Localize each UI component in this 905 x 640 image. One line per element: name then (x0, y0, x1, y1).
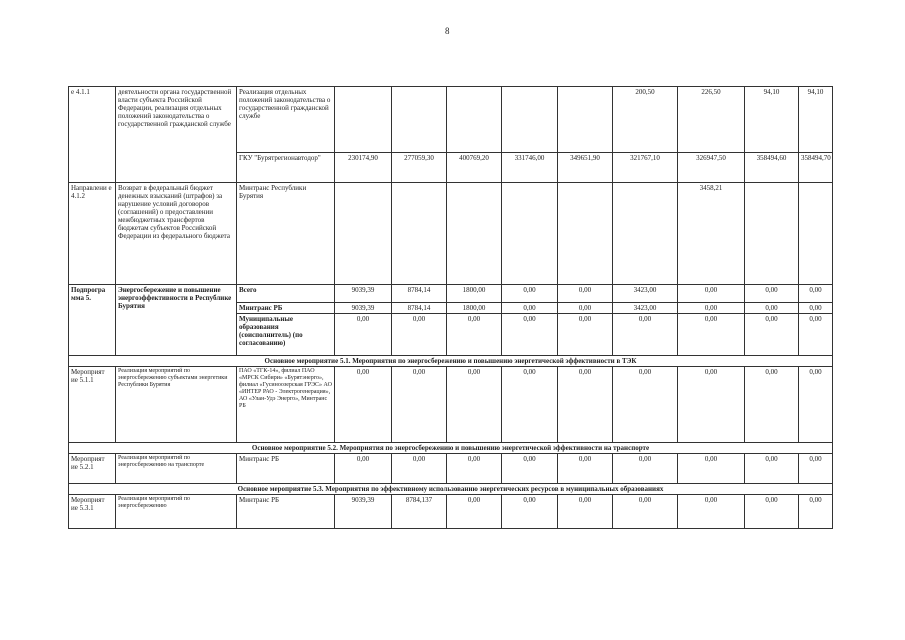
value-cell: 0,00 (745, 367, 799, 443)
value-cell (502, 183, 558, 285)
value-cell: 0,00 (613, 495, 678, 529)
table-row (69, 356, 833, 367)
value-cell: 3423,00 (613, 303, 678, 314)
value-cell: 0,00 (745, 454, 799, 484)
value-cell: 0,00 (335, 367, 392, 443)
section-heading: Основное мероприятие 5.2. Мероприятия по энергосбережению и повышению энергетической эффективности на транспорте (69, 443, 833, 454)
value-cell: 0,00 (678, 314, 745, 356)
value-cell: 0,00 (799, 495, 833, 529)
value-cell: 0,00 (447, 454, 502, 484)
value-cell: 321767,10 (613, 153, 678, 183)
value-cell: 0,00 (678, 367, 745, 443)
value-cell: 0,00 (678, 454, 745, 484)
value-cell: 0,00 (678, 495, 745, 529)
value-cell: 8784,137 (392, 495, 447, 529)
value-cell: 0,00 (447, 314, 502, 356)
value-cell: 200,50 (613, 87, 678, 153)
value-cell: 0,00 (799, 454, 833, 484)
value-cell: 0,00 (502, 314, 558, 356)
value-cell: 94,10 (799, 87, 833, 153)
value-cell: 0,00 (335, 454, 392, 484)
executor-name: Минтранс Республики Бурятия (237, 183, 335, 285)
table-row (69, 367, 833, 443)
measure-code: е 4.1.1 (69, 87, 116, 183)
value-cell (447, 183, 502, 285)
value-cell (392, 183, 447, 285)
funding-label: Всего (237, 285, 335, 303)
table-row (69, 183, 833, 285)
table-row (69, 443, 833, 454)
funding-label: Муниципальные образования (соисполнитель) (по согласованию) (237, 314, 335, 356)
value-cell: 326947,50 (678, 153, 745, 183)
value-cell: 230174,90 (335, 153, 392, 183)
value-cell: 0,00 (678, 303, 745, 314)
value-cell (335, 183, 392, 285)
value-cell: 358494,60 (745, 153, 799, 183)
value-cell: 3423,00 (613, 285, 678, 303)
value-cell: 8784,14 (392, 285, 447, 303)
value-cell: 0,00 (678, 285, 745, 303)
table-row (69, 285, 833, 303)
value-cell (447, 87, 502, 153)
measure-code: Направлени е 4.1.2 (69, 183, 116, 285)
measure-name: Реализация мероприятий по энергосбережению (116, 495, 237, 529)
value-cell (558, 87, 613, 153)
value-cell: 0,00 (745, 495, 799, 529)
value-cell: 349651,90 (558, 153, 613, 183)
value-cell: 358494,70 (799, 153, 833, 183)
value-cell (745, 183, 799, 285)
value-cell: 1800,00 (447, 285, 502, 303)
value-cell: 0,00 (613, 454, 678, 484)
value-cell: 8784,14 (392, 303, 447, 314)
table-body (69, 87, 833, 529)
executor-name: ПАО «ТГК-14», филиал ПАО «МРСК Сибири» «Бурятэнерго», филиал «Гусиноозерская ГРЭС» АО «ИНТЕР РАО - Электрогенерация», АО «Улан-Удэ Энерго», Минтранс РБ (237, 367, 335, 443)
measure-name: Возврат в федеральный бюджет денежных взысканий (штрафов) за нарушение условий договоров (соглашений) о предоставлении межбюджетных трансфертов бюджетам субъектов Российской Федерации из федерального бюджета (116, 183, 237, 285)
value-cell: 0,00 (799, 314, 833, 356)
value-cell: 0,00 (558, 314, 613, 356)
value-cell: 9039,39 (335, 285, 392, 303)
value-cell: 0,00 (392, 454, 447, 484)
value-cell: 0,00 (392, 314, 447, 356)
value-cell: 0,00 (558, 367, 613, 443)
value-cell: 0,00 (558, 495, 613, 529)
section-heading: Основное мероприятие 5.1. Мероприятия по энергосбережению и повышению энергетической эффективности в ТЭК (69, 356, 833, 367)
measure-name: деятельности органа государственной власти субъекта Российской Федерации, реализация отдельных положений законодательства о государственной гражданской службе (116, 87, 237, 183)
section-heading: Основное мероприятие 5.3. Мероприятия по эффективному использованию энергетических ресурсов в муниципальных образованиях (69, 484, 833, 495)
value-cell: 0,00 (799, 285, 833, 303)
value-cell: 1800,00 (447, 303, 502, 314)
value-cell: 226,50 (678, 87, 745, 153)
value-cell: 0,00 (502, 285, 558, 303)
value-cell (335, 87, 392, 153)
subprogram-code: Подпрогра мма 5. (69, 285, 116, 356)
value-cell: 9039,39 (335, 495, 392, 529)
executor-name: Минтранс РБ (237, 454, 335, 484)
table-row (69, 484, 833, 495)
value-cell: 0,00 (502, 367, 558, 443)
value-cell: 0,00 (558, 285, 613, 303)
page-number: 8 (445, 26, 450, 36)
executor-name: Реализация отдельных положений законодательства о государственной гражданской службе (237, 87, 335, 153)
value-cell: 0,00 (447, 367, 502, 443)
value-cell: 9039,39 (335, 303, 392, 314)
value-cell: 94,10 (745, 87, 799, 153)
value-cell: 331746,00 (502, 153, 558, 183)
value-cell: 0,00 (745, 285, 799, 303)
value-cell: 0,00 (447, 495, 502, 529)
value-cell: 3458,21 (678, 183, 745, 285)
table-row (69, 495, 833, 529)
measure-code: Мероприят ие 5.1.1 (69, 367, 116, 443)
measure-code: Мероприят ие 5.2.1 (69, 454, 116, 484)
value-cell: 0,00 (558, 454, 613, 484)
value-cell: 0,00 (392, 367, 447, 443)
measure-code: Мероприят ие 5.3.1 (69, 495, 116, 529)
executor-name: Минтранс РБ (237, 495, 335, 529)
value-cell: 0,00 (745, 303, 799, 314)
subprogram-name: Энергосбережение и повышение энергоэффективности в Республике Бурятия (116, 285, 237, 356)
executor-name: ГКУ "Бурятрегионавтодор" (237, 153, 335, 183)
value-cell: 277059,30 (392, 153, 447, 183)
value-cell: 0,00 (613, 314, 678, 356)
value-cell: 0,00 (613, 367, 678, 443)
table-row (69, 454, 833, 484)
value-cell (558, 183, 613, 285)
value-cell (502, 87, 558, 153)
measure-name: Реализация мероприятий по энергосбережению на транспорте (116, 454, 237, 484)
value-cell: 0,00 (799, 367, 833, 443)
value-cell: 400769,20 (447, 153, 502, 183)
value-cell (799, 183, 833, 285)
value-cell: 0,00 (502, 495, 558, 529)
value-cell: 0,00 (745, 314, 799, 356)
value-cell (392, 87, 447, 153)
value-cell: 0,00 (799, 303, 833, 314)
funding-label: Минтранс РБ (237, 303, 335, 314)
measure-name: Реализация мероприятий по энергосбережению субъектами энергетики Республики Бурятия (116, 367, 237, 443)
table-row (69, 87, 833, 153)
value-cell: 0,00 (502, 454, 558, 484)
value-cell: 0,00 (335, 314, 392, 356)
value-cell (613, 183, 678, 285)
value-cell: 0,00 (558, 303, 613, 314)
value-cell: 0,00 (502, 303, 558, 314)
budget-table (68, 86, 833, 529)
